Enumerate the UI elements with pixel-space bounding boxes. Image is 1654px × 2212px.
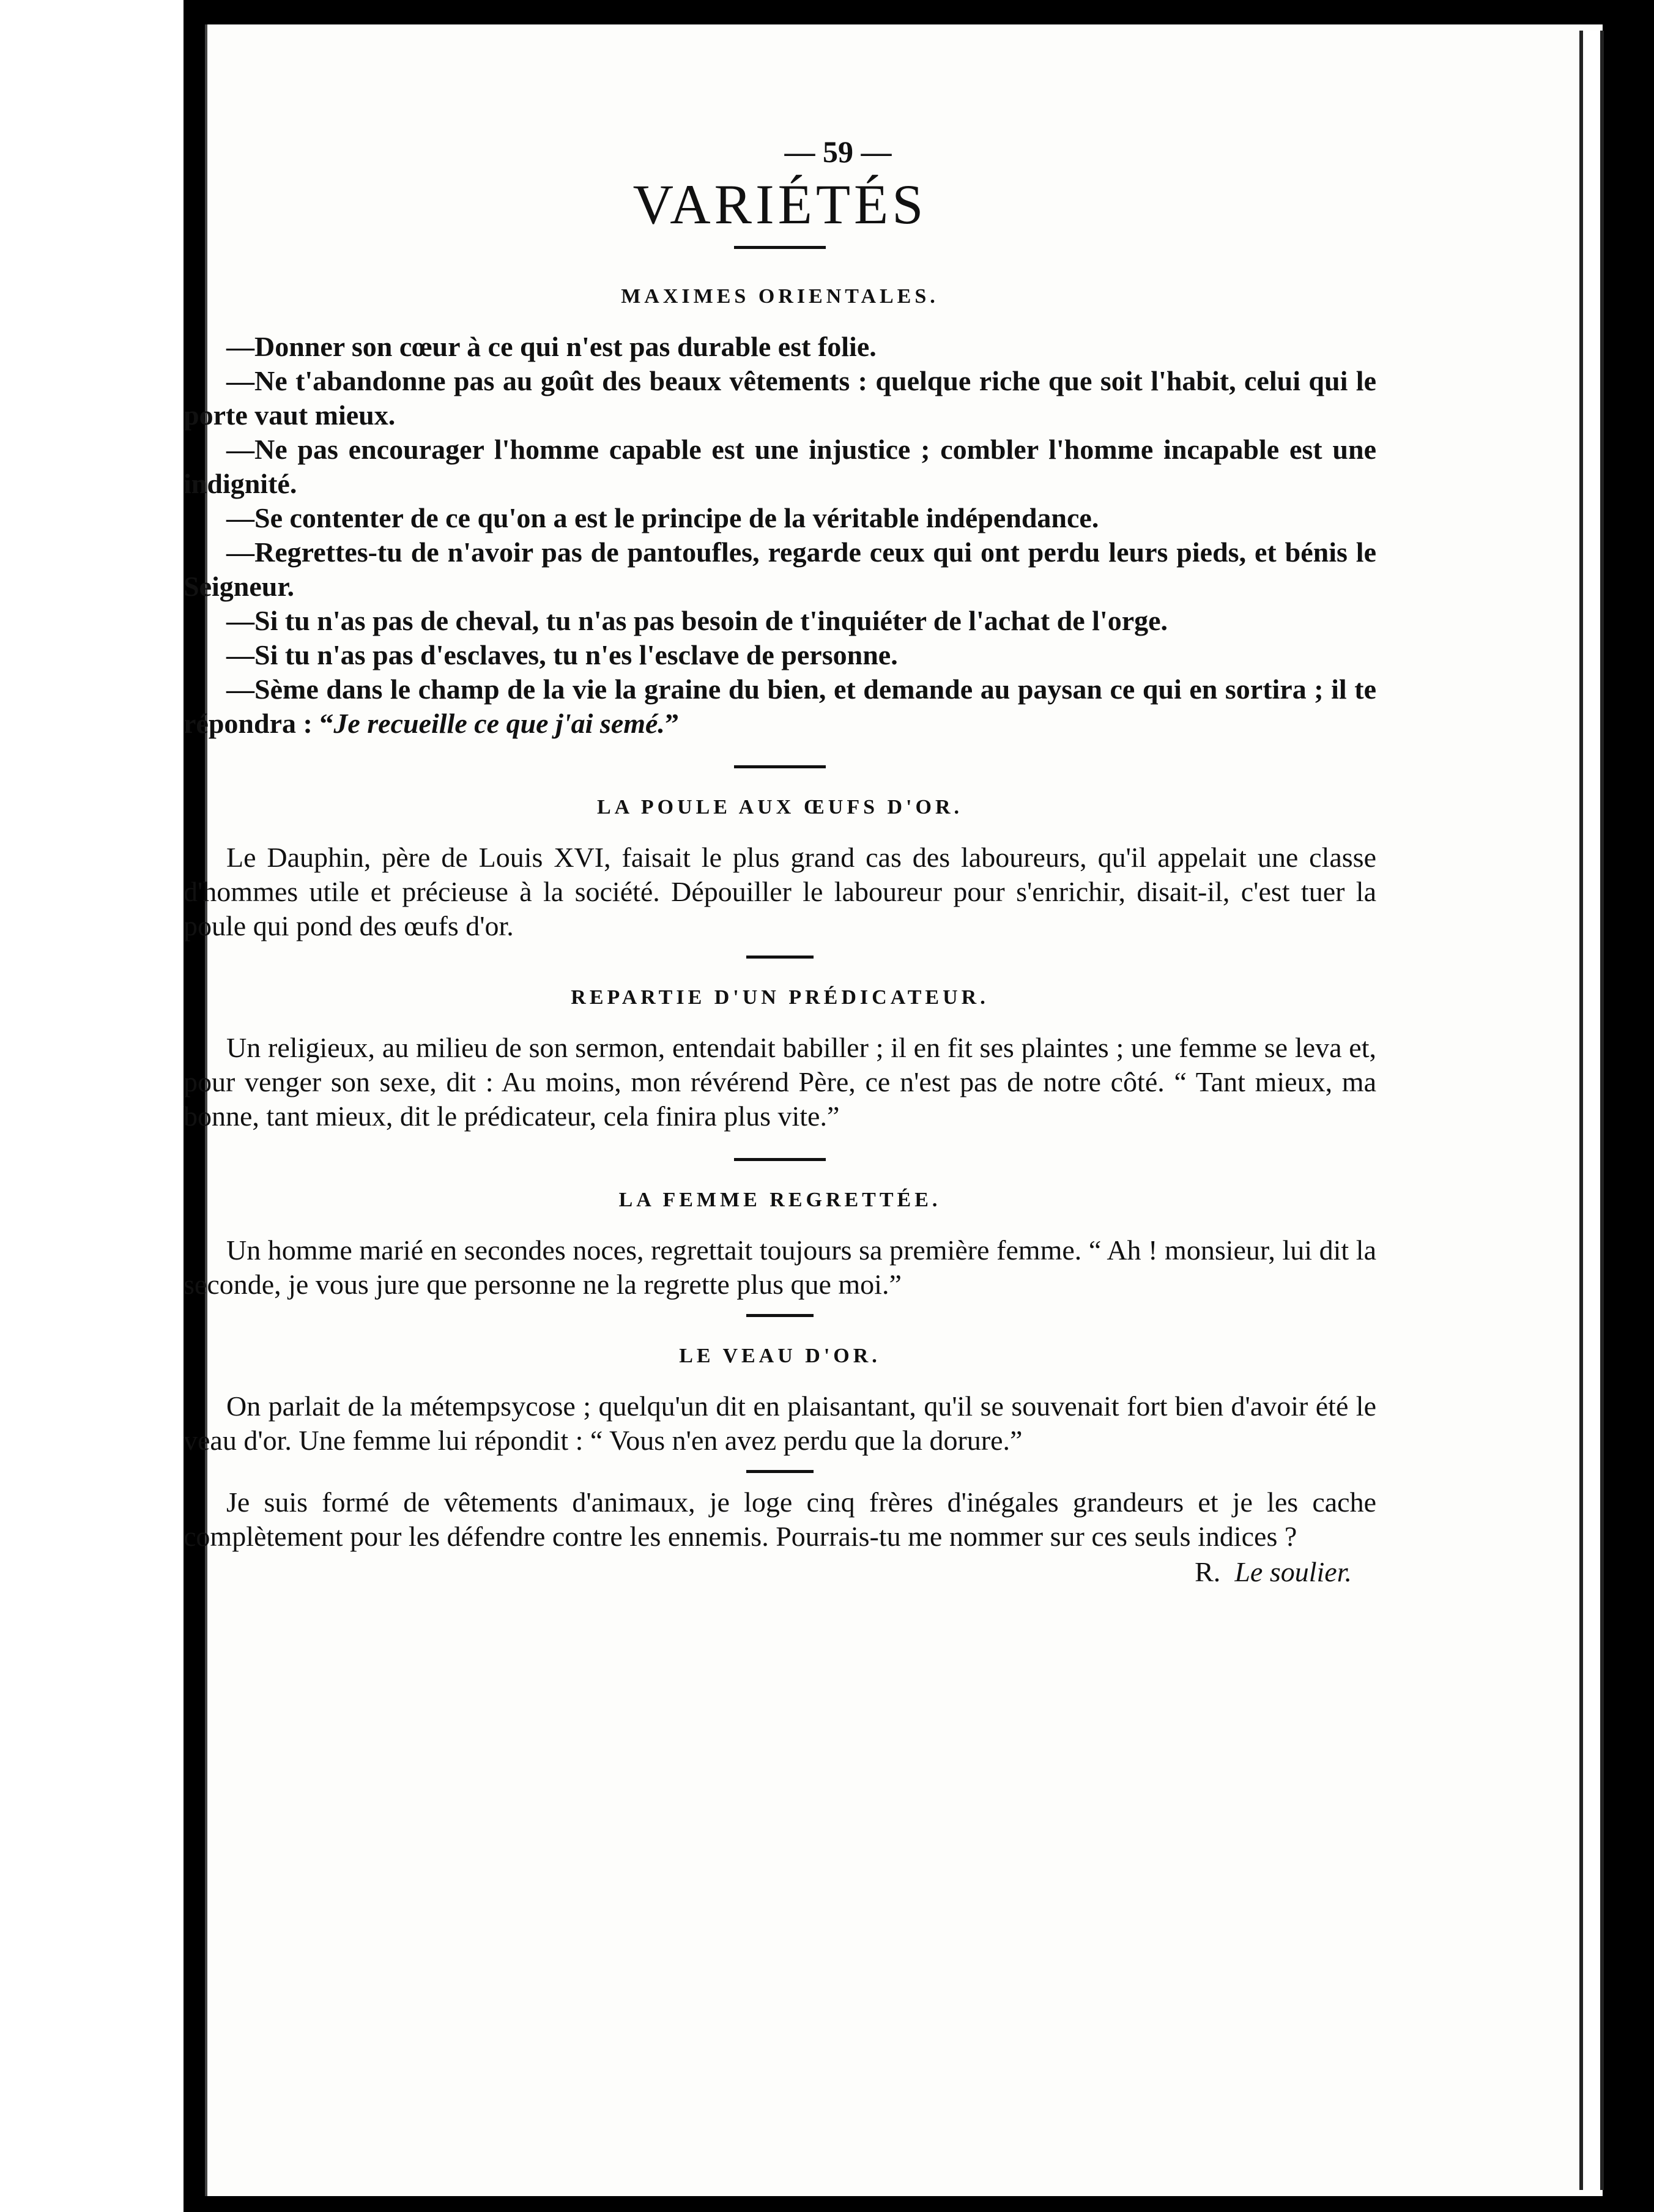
maxime-1: —Donner son cœur à ce qui n'est pas durable est folie. — [226, 331, 877, 362]
section-title-poule: LA POULE AUX ŒUFS D'OR. — [597, 796, 963, 818]
answer-prefix: R. — [1195, 1556, 1221, 1587]
maxime-6: —Si tu n'as pas de cheval, tu n'as pas besoin de t'inquiéter de l'achat de l'orge. — [226, 605, 1168, 636]
section-divider — [746, 1314, 814, 1317]
section-title-maximes: MAXIMES ORIENTALES. — [621, 285, 939, 308]
maxime-8 — [184, 672, 1376, 741]
page-title: VARIÉTÉS — [632, 173, 927, 236]
repartie-text: Un religieux, au milieu de son sermon, entendait babiller ; il en fit ses plaintes ; une femme se leva et, pour venger son sexe, dit : Au moins, mon révérend Père, ce n'est pas de notre côté. “ Tant mieux, ma bonne, tant mieux, dit le prédicateur, cela finira plus vite.” — [184, 1032, 1376, 1132]
maxime-8-quote: Je recueille ce que j'ai semé. — [333, 708, 665, 739]
enigme-answer — [184, 1555, 1376, 1589]
maxime-8-text: —Sème dans le champ de la vie la graine du bien, et demande au paysan ce qui en sortira ; il te répondra : “ — [184, 674, 1376, 739]
page-edge-rule — [1579, 31, 1604, 2190]
maxime-8-close: ” — [664, 708, 679, 739]
maxime-3: —Ne pas encourager l'homme capable est une injustice ; combler l'homme incapable est une indignité. — [184, 434, 1376, 499]
maximes-list — [184, 330, 1376, 741]
title-rule — [734, 246, 826, 249]
section-divider — [734, 1158, 826, 1161]
page-content — [184, 135, 1376, 1589]
page-number: — 59 — — [784, 135, 892, 169]
femme-text: Un homme marié en secondes noces, regrettait toujours sa première femme. “ Ah ! monsieur, lui dit la seconde, je vous jure que personne ne la regrette plus que moi.” — [184, 1234, 1376, 1300]
enigme-text: Je suis formé de vêtements d'animaux, je loge cinq frères d'inégales grandeurs et je les cache complètement pour les défendre contre les ennemis. Pourrais-tu me nommer sur ces seuls indices ? — [184, 1486, 1376, 1552]
poule-text: Le Dauphin, père de Louis XVI, faisait le plus grand cas des laboureurs, qu'il appelait une classe d'hommes utile et précieuse à la société. Dépouiller le laboureur pour s'enrichir, disait-il, c'est tuer la poule qui pond des œufs d'or. — [184, 842, 1376, 941]
answer-text: Le soulier. — [1234, 1556, 1352, 1587]
section-title-femme: LA FEMME REGRETTÉE. — [618, 1189, 941, 1211]
maxime-7: —Si tu n'as pas d'esclaves, tu n'es l'esclave de personne. — [226, 639, 898, 670]
maxime-4: —Se contenter de ce qu'on a est le principe de la véritable indépendance. — [226, 502, 1099, 533]
maxime-5: —Regrettes-tu de n'avoir pas de pantoufles, regarde ceux qui ont perdu leurs pieds, et bénis le Seigneur. — [184, 536, 1376, 602]
facing-page-edge — [0, 0, 186, 2212]
section-title-repartie: REPARTIE D'UN PRÉDICATEUR. — [571, 986, 989, 1009]
section-title-veau: LE VEAU D'OR. — [679, 1345, 881, 1367]
section-divider — [734, 765, 826, 768]
maxime-2: —Ne t'abandonne pas au goût des beaux vêtements : quelque riche que soit l'habit, celui qui le porte vaut mieux. — [184, 365, 1376, 431]
veau-text: On parlait de la métempsycose ; quelqu'un dit en plaisantant, qu'il se souvenait fort bien d'avoir été le veau d'or. Une femme lui répondit : “ Vous n'en avez perdu que la dorure.” — [184, 1390, 1376, 1456]
section-divider — [746, 956, 814, 959]
